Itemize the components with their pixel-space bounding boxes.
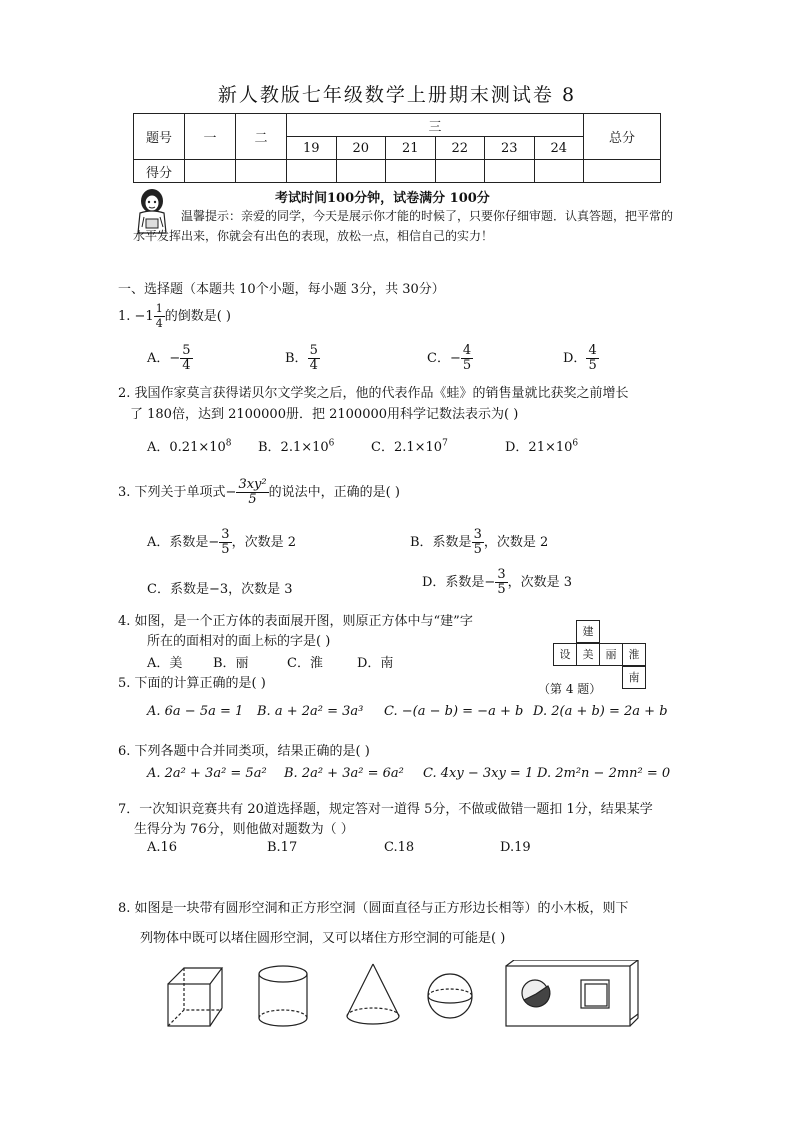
q3-stem-pre: 3. 下列关于单项式− xyxy=(118,485,237,500)
section-heading: 一、选择题（本题共 10个小题，每小题 3分，共 30分） xyxy=(118,282,445,297)
q1-c-num: 4 xyxy=(462,343,472,358)
score-cell[interactable] xyxy=(534,160,584,183)
q1-b-num: 5 xyxy=(309,343,318,358)
q2-d-text: D．21×10 xyxy=(505,440,573,455)
q2-line1: 2. 我国作家莫言获得诺贝尔文学奖之后，他的代表作品《蛙》的销售量就比获奖之前增长 xyxy=(118,386,629,401)
score-table-col3: 三 xyxy=(287,114,584,137)
exam-info: 考试时间100分钟，试卷满分 100分 xyxy=(275,191,490,206)
q2-option-a[interactable] xyxy=(147,436,232,455)
q5-stem: 5. 下面的计算正确的是( ) xyxy=(118,676,266,691)
wooden-board-icon xyxy=(506,960,638,1026)
sphere-icon xyxy=(428,974,472,1018)
q2-b-text: B．2.1×10 xyxy=(258,440,329,455)
score-table-sub: 19 xyxy=(287,137,337,160)
question-1 xyxy=(118,302,231,331)
q2-option-b[interactable] xyxy=(258,436,334,455)
score-table-sub: 22 xyxy=(435,137,485,160)
q2-c-text: C．2.1×10 xyxy=(371,440,443,455)
cube-icon xyxy=(168,968,222,1026)
q2-line2: 了 180倍，达到 2100000册．把 2100000用科学记数法表示为( ) xyxy=(130,407,519,422)
q1-d-den: 5 xyxy=(588,358,597,373)
q1-option-b[interactable] xyxy=(285,344,320,373)
q4-option-c[interactable]: C．淮 xyxy=(287,656,323,671)
q3-frac-den: 5 xyxy=(248,492,257,507)
score-cell[interactable] xyxy=(287,160,337,183)
q7-option-a[interactable]: A.16 xyxy=(147,840,178,855)
score-table-sub: 24 xyxy=(534,137,584,160)
q3-b-num: 3 xyxy=(473,527,482,542)
net-face: 美 xyxy=(576,643,600,666)
q1-stem-post: 的倒数是( ) xyxy=(164,309,231,324)
cylinder-icon xyxy=(259,966,307,1026)
q4-line2: 所在的面相对的面上标的字是( ) xyxy=(147,634,331,649)
q3-d-pre: D．系数是− xyxy=(422,575,496,590)
page-title: 新人教版七年级数学上册期末测试卷 8 xyxy=(217,84,577,106)
q3-option-a[interactable] xyxy=(147,528,296,557)
score-table-col1: 一 xyxy=(185,114,236,160)
q1-option-c[interactable] xyxy=(427,344,473,373)
question-3 xyxy=(118,478,400,507)
score-cell[interactable] xyxy=(185,160,236,183)
q5-option-c[interactable]: C. −(a − b) = −a + b xyxy=(384,704,524,719)
q6-option-a[interactable]: A. 2a² + 3a² = 5a² xyxy=(147,766,267,781)
q2-a-text: A．0.21×10 xyxy=(147,440,226,455)
score-table xyxy=(133,113,661,183)
score-cell[interactable] xyxy=(236,160,287,183)
q3-option-d[interactable] xyxy=(422,568,572,597)
q7-option-b[interactable]: B.17 xyxy=(267,840,298,855)
q4-option-a[interactable]: A．美 xyxy=(147,656,183,671)
q3-option-b[interactable] xyxy=(410,528,548,557)
q3-a-pre: A．系数是− xyxy=(147,535,220,550)
q3-b-post: ，次数是 2 xyxy=(483,535,549,550)
score-table-sub: 23 xyxy=(485,137,535,160)
score-cell[interactable] xyxy=(485,160,535,183)
net-face: 设 xyxy=(553,643,577,666)
q3-a-num: 3 xyxy=(221,527,230,542)
q4-line1: 4. 如图，是一个正方体的表面展开图，则原正方体中与“建”字 xyxy=(118,614,473,629)
q1-b-label: B． xyxy=(285,351,308,366)
q7-line1: 7．一次知识竞赛共有 20道选择题，规定答对一道得 5分，不做或做错一题扣 1分，结果某学 xyxy=(118,802,653,817)
q3-frac-num: 3xy² xyxy=(238,477,267,492)
q3-d-den: 5 xyxy=(497,582,506,597)
q6-option-b[interactable]: B. 2a² + 3a² = 6a² xyxy=(284,766,404,781)
q1-option-a[interactable] xyxy=(147,344,193,373)
score-table-score-label: 得分 xyxy=(134,160,185,183)
q5-option-a[interactable]: A. 6a − 5a = 1 xyxy=(147,704,244,719)
net-face: 南 xyxy=(622,666,646,689)
q1-c-den: 5 xyxy=(462,358,472,373)
score-table-total: 总分 xyxy=(584,114,661,160)
q8-line1: 8. 如图是一块带有圆形空洞和正方形空洞（圆面直径与正方形边长相等）的小木板，则下 xyxy=(118,901,629,916)
q2-b-exp: 6 xyxy=(328,438,335,449)
notice-text: 温馨提示：亲爱的同学，今天是展示你才能的时候了，只要你仔细审题．认真答题，把平常的水平发挥出来，你就会有出色的表现，放松一点，相信自己的实力！ xyxy=(133,209,674,243)
q4-option-b[interactable]: B．丽 xyxy=(213,656,249,671)
q1-a-num: 5 xyxy=(182,343,191,358)
q1-frac-num: 1 xyxy=(155,302,163,315)
q1-a-label: A．− xyxy=(147,351,181,366)
q3-d-num: 3 xyxy=(497,567,506,582)
score-cell[interactable] xyxy=(386,160,436,183)
q7-option-c[interactable]: C.18 xyxy=(384,840,415,855)
q3-option-c[interactable]: C．系数是−3，次数是 3 xyxy=(147,582,293,597)
net-face: 丽 xyxy=(599,643,623,666)
score-cell[interactable] xyxy=(435,160,485,183)
q6-option-c[interactable]: C. 4xy − 3xy = 1 xyxy=(423,766,534,781)
q2-option-d[interactable] xyxy=(505,436,578,455)
q1-frac-den: 4 xyxy=(155,317,163,330)
score-table-sub: 20 xyxy=(336,137,386,160)
q1-d-label: D． xyxy=(563,351,587,366)
q1-b-den: 4 xyxy=(309,358,318,373)
q7-line2: 生得分为 76分，则他做对题数为（ ） xyxy=(134,822,354,837)
figure-caption: （第 4 题） xyxy=(538,682,602,696)
net-face: 建 xyxy=(576,620,600,643)
score-cell[interactable] xyxy=(584,160,661,183)
q3-d-post: ，次数是 3 xyxy=(507,575,573,590)
q4-option-d[interactable]: D．南 xyxy=(357,656,394,671)
q7-option-d[interactable]: D.19 xyxy=(500,840,531,855)
q1-option-d[interactable] xyxy=(563,344,599,373)
score-table-q-label: 题号 xyxy=(134,114,185,160)
q2-d-exp: 6 xyxy=(572,438,579,449)
score-table-sub: 21 xyxy=(386,137,436,160)
cone-icon xyxy=(347,964,399,1024)
q1-d-num: 4 xyxy=(588,343,597,358)
q3-a-den: 5 xyxy=(221,542,230,557)
q1-c-label: C．− xyxy=(427,351,461,366)
q5-option-b[interactable]: B. a + 2a² = 3a³ xyxy=(257,704,364,719)
q1-stem-pre: 1. −1 xyxy=(118,309,154,324)
q5-option-d[interactable]: D. 2(a + b) = 2a + b xyxy=(533,704,668,719)
q3-b-pre: B．系数是 xyxy=(410,535,472,550)
q3-stem-post: 的说法中，正确的是( ) xyxy=(268,485,400,500)
solids-figure xyxy=(160,960,660,1032)
q2-c-exp: 7 xyxy=(442,438,448,449)
q2-option-c[interactable] xyxy=(371,436,448,455)
net-face: 淮 xyxy=(622,643,646,666)
q6-option-d[interactable]: D. 2m²n − 2mn² = 0 xyxy=(537,766,671,781)
score-cell[interactable] xyxy=(336,160,386,183)
q1-a-den: 4 xyxy=(182,358,191,373)
q8-line2: 列物体中既可以堵住圆形空洞，又可以堵住方形空洞的可能是( ) xyxy=(140,931,506,946)
q6-stem: 6. 下列各题中合并同类项，结果正确的是( ) xyxy=(118,744,370,759)
q3-a-post: ，次数是 2 xyxy=(231,535,296,550)
q2-a-exp: 8 xyxy=(225,438,232,449)
q3-b-den: 5 xyxy=(473,542,482,557)
score-table-col2: 二 xyxy=(236,114,287,160)
